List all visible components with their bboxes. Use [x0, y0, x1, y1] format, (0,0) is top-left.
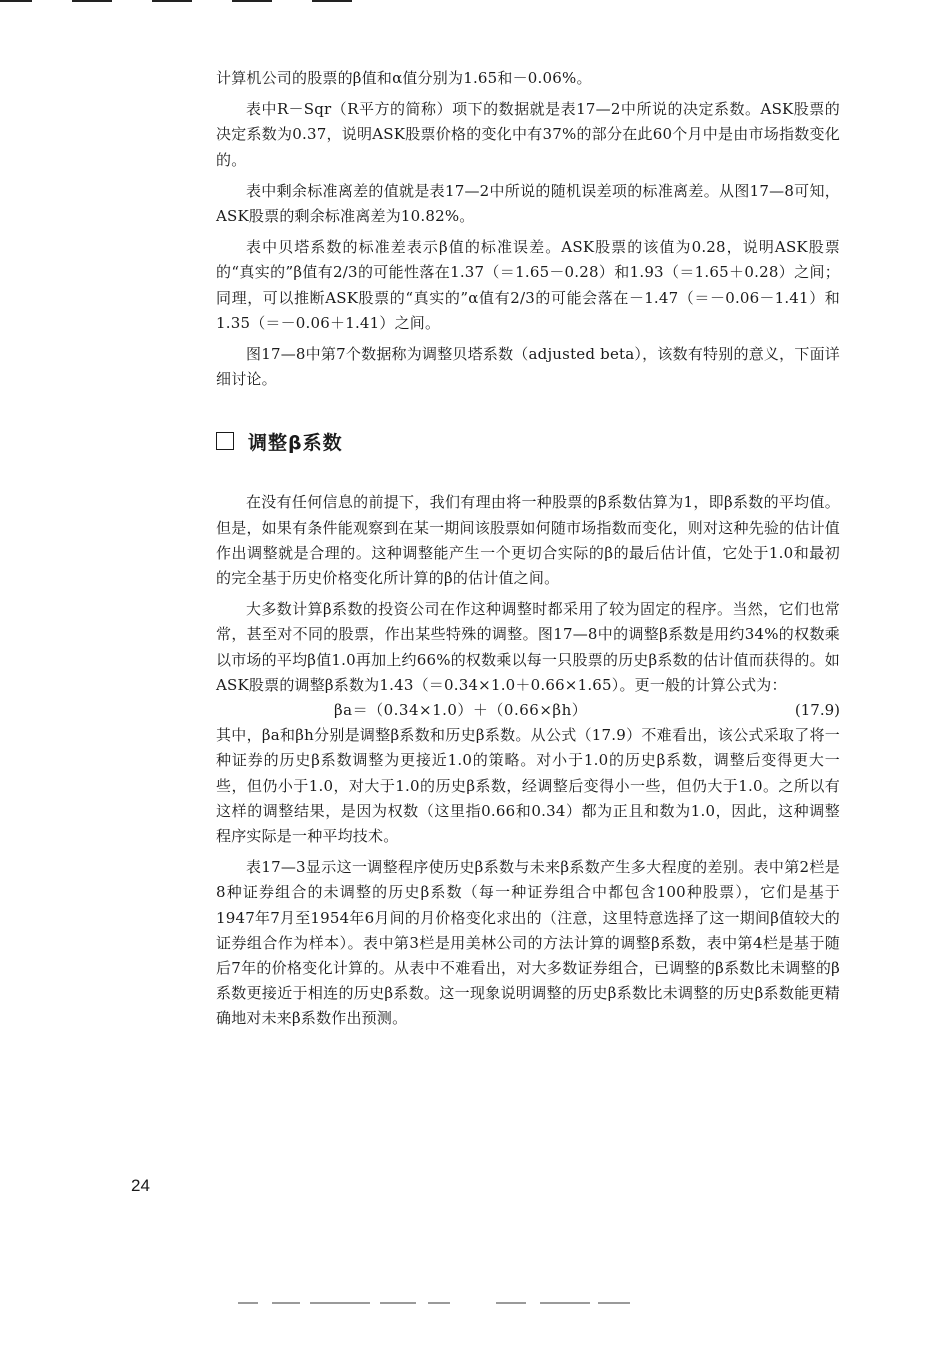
paragraph-residual-deviation: 表中剩余标准离差的值就是表17—2中所说的随机误差项的标准离差。从图17—8可知，ASK股票的剩余标准离差为10.82%。: [216, 181, 840, 226]
document-page: [216, 66, 840, 1032]
paragraph-formula-explanation: 其中，βa和βh分别是调整β系数和历史β系数。从公式（17.9）不难看出，该公式采取了将一种证券的历史β系数调整为更接近1.0的策略。对小于1.0的历史β系数，调整后变得更大一些，但仍小于1.0，对大于1.0的历史β系数，经调整后变得小一些，但仍大于1.0。之所以有这样的调整结果，是因为权数（这里指0.66和0.34）都为正且和数为1.0，因此，这种调整程序实际是一种平均技术。: [216, 726, 840, 846]
paragraph-adjustment-procedure: 大多数计算β系数的投资公司在作这种调整时都采用了较为固定的程序。当然，它们也常常，甚至对不同的股票，作出某些特殊的调整。图17—8中的调整β系数是用约34%的权数乘以市场的平均β值1.0再加上约66%的权数乘以每一只股票的历史β系数的估计值而获得的。如ASK股票的调整β系数为1.43（＝0.34×1.0＋0.66×1.65）。更一般的计算公式为：: [216, 600, 840, 694]
scan-marks-top: [0, 0, 952, 6]
formula: βa＝（0.34×1.0）＋（0.66×βh）: [334, 701, 588, 720]
formula-number: (17.9): [794, 701, 840, 720]
page-number: 24: [131, 1176, 150, 1195]
paragraph-beta-standard-error: 表中贝塔系数的标准差表示β值的标准误差。ASK股票的该值为0.28，说明ASK股票的“真实的”β值有2/3的可能性落在1.37（＝1.65－0.28）和1.93（＝1.65＋0.28）之间；同理，可以推断ASK股票的“真实的”α值有2/3的可能会落在－1.47（＝－0.06－1.41）和1.35（＝－0.06＋1.41）之间。: [216, 238, 840, 332]
heading-box-icon: [216, 432, 234, 450]
paragraph-adjusted-beta-intro: 图17—8中第7个数据称为调整贝塔系数（adjusted beta），该数有特别的意义，下面详细讨论。: [216, 345, 840, 389]
section-heading: [216, 426, 840, 456]
scan-marks-bottom: [0, 1302, 952, 1308]
paragraph-prior-estimate: 在没有任何信息的前提下，我们有理由将一种股票的β系数估算为1，即β系数的平均值。但是，如果有条件能观察到在某一期间该股票如何随市场指数而变化，则对这种先验的估计值作出调整就是合理的。这种调整能产生一个更切合实际的β的最后估计值，它处于1.0和最初的完全基于历史价格变化所计算的β的估计值之间。: [216, 493, 840, 588]
paragraph-continuation: 计算机公司的股票的β值和α值分别为1.65和－0.06%。: [216, 69, 592, 87]
paragraph-table-17-3: 表17—3显示这一调整程序使历史β系数与未来β系数产生多大程度的差别。表中第2栏是8种证券组合的未调整的历史β系数（每一种证券组合中都包含100种股票），它们是基于1947年7月至1954年6月间的月价格变化求出的（注意，这里特意选择了这一期间β值较大的证券组合作为样本）。表中第3栏是用美林公司的方法计算的调整β系数，表中第4栏是基于随后7年的价格变化计算的。从表中不难看出，对大多数证券组合，已调整的β系数比未调整的β系数更接近于相连的历史β系数。这一现象说明调整的历史β系数比未调整的历史β系数能更精确地对未来β系数作出预测。: [216, 858, 840, 1028]
paragraph-r-squared: 表中R－Sqr（R平方的简称）项下的数据就是表17—2中所说的决定系数。ASK股票的决定系数为0.37，说明ASK股票价格的变化中有37%的部分在此60个月中是由市场指数变化的。: [216, 100, 840, 169]
section-title: 调整β系数: [248, 431, 343, 454]
formula-row: [216, 698, 840, 723]
